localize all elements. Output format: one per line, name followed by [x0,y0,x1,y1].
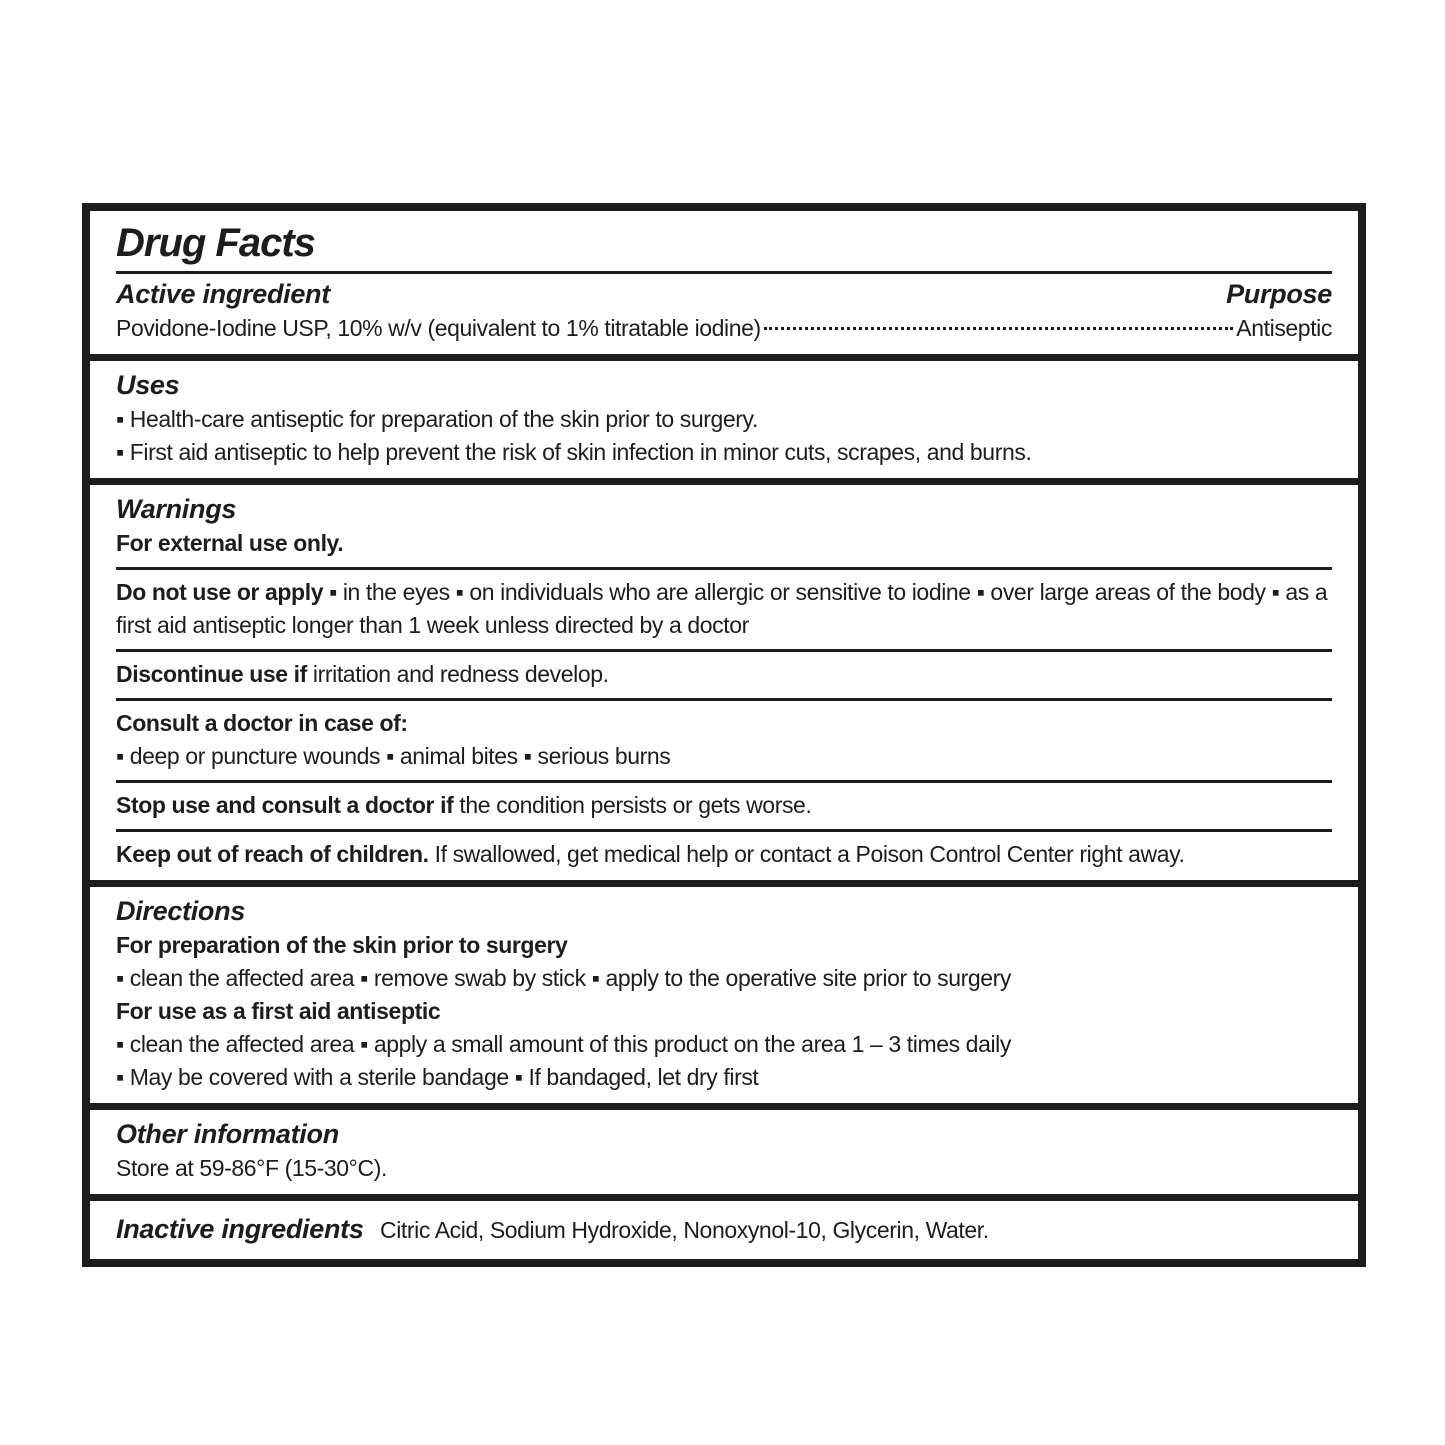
section-other-information [90,1110,1358,1194]
section-directions [90,887,1358,1103]
warnings-heading: Warnings [116,494,237,524]
discontinue-rest: irritation and redness develop. [306,661,609,687]
keep-out-statement [116,838,1332,871]
section-header [90,211,1358,354]
uses-item: ▪ Health-care antiseptic for preparation of the skin prior to surgery. [116,406,758,432]
discontinue-statement [116,658,1332,691]
purpose-heading: Purpose [1226,279,1332,309]
stop-use-rest: the condition persists or gets worse. [453,792,812,818]
storage-statement: Store at 59-86°F (15-30°C). [116,1155,387,1181]
do-not-use-statement [116,576,1332,642]
drug-facts-title: Drug Facts [116,221,315,265]
active-ingredient-header-row [116,276,1332,312]
stop-use-bold: Stop use and consult a doctor if [116,792,454,818]
active-ingredient-name: Povidone-Iodine USP, 10% w/v (equivalent to 1% titratable iodine) [116,315,761,341]
consult-doctor-items: ▪ deep or puncture wounds ▪ animal bites ▪ serious burns [116,743,671,769]
warnings-rule [116,698,1332,701]
active-ingredient-row [116,312,1332,345]
dotted-leader [764,327,1233,330]
inactive-ingredients-list [368,1217,989,1243]
uses-item: ▪ First aid antiseptic to help prevent the risk of skin infection in minor cuts, scrapes, and burns. [116,439,1032,465]
section-divider [90,1194,1358,1201]
drug-facts-label [82,203,1366,1267]
keep-out-rest: If swallowed, get medical help or contact a Poison Control Center right away. [428,841,1185,867]
external-use-statement: For external use only. [116,530,344,556]
section-divider [90,478,1358,485]
do-not-use-rest: ▪ in the eyes ▪ on individuals who are allergic or sensitive to iodine ▪ over large areas of the body ▪ as a first aid antiseptic longer than 1 week unless directed by a doctor [116,579,1328,638]
warnings-rule [116,567,1332,570]
inactive-ingredients-heading: Inactive ingredients [116,1214,364,1244]
discontinue-bold: Discontinue use if [116,661,307,687]
surgery-prep-heading: For preparation of the skin prior to surgery [116,932,568,958]
first-aid-items-line2: ▪ May be covered with a sterile bandage ▪ If bandaged, let dry first [116,1064,759,1090]
warnings-rule [116,780,1332,783]
stop-use-statement [116,789,1332,822]
other-information-heading: Other information [116,1119,339,1149]
section-divider [90,1103,1358,1110]
title-rule [116,271,1332,274]
surgery-prep-items: ▪ clean the affected area ▪ remove swab by stick ▪ apply to the operative site prior to surgery [116,965,1012,991]
warnings-rule [116,649,1332,652]
warnings-rule [116,829,1332,832]
section-inactive-ingredients [90,1201,1358,1259]
section-warnings [90,485,1358,880]
section-divider [90,354,1358,361]
first-aid-items-line1: ▪ clean the affected area ▪ apply a small amount of this product on the area 1 – 3 times daily [116,1031,1011,1057]
section-divider [90,880,1358,887]
section-uses [90,361,1358,478]
keep-out-bold: Keep out of reach of children. [116,841,429,867]
first-aid-heading: For use as a first aid antiseptic [116,998,441,1024]
active-ingredient-heading: Active ingredient [116,279,330,309]
do-not-use-bold: Do not use or apply [116,579,324,605]
directions-heading: Directions [116,896,246,926]
inactive-ingredients-text: Citric Acid, Sodium Hydroxide, Nonoxynol-10, Glycerin, Water. [380,1217,989,1243]
purpose-value: Antiseptic [1236,315,1332,341]
consult-doctor-heading: Consult a doctor in case of: [116,710,408,736]
uses-heading: Uses [116,370,180,400]
